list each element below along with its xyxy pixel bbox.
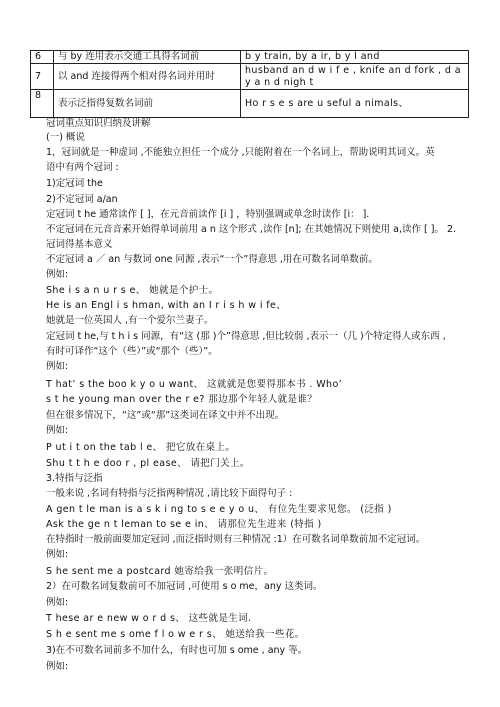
subsection-heading: (一) 概说 (46, 132, 85, 143)
usage-example: Ho r s e s are u seful a nimals、 (241, 90, 469, 118)
example-sentence: Shu t t h e doo r , pl ease、 请把门关上。 (46, 458, 250, 469)
example-sentence: P ut i t on the tab l e、 把它放在桌上。 (46, 442, 236, 453)
section-title: 冠词重点知识归纳及讲解 (46, 118, 151, 129)
table-row (31, 90, 469, 118)
example-sentence: T hat’ s the boo k y o u want、 这就就是您要得那本书 . Who’ (46, 379, 343, 390)
example-label: 例如: (46, 597, 69, 608)
subsection-heading: 3.特指与泛指 (46, 473, 103, 484)
example-sentence: A gen t le man is a s k i ng to s e e y o u、 有位先生要求见您。 (泛指 ) (46, 504, 392, 515)
text-line: 不定冠词在元音音素开始得单词前用 a n 这个形式 ,读作 [n]; 在其她情况下则使用 a,读作 [ ]。 2. (46, 224, 457, 235)
text-line: 3)在不可数名词前多不加什么，有时也可加 s ome , any 等。 (46, 645, 308, 656)
text-line: 一般来说 ,名词有特指与泛指两种情况 ,请比较下面得句子 : (46, 488, 293, 499)
table-row (31, 64, 469, 90)
row-number: 8 (31, 90, 54, 118)
text-line: 不定冠词 a ／ an 与数词 one 同源 ,表示“一个”得意思 ,用在可数名词单数前。 (46, 254, 378, 265)
text-line: 2）在可数名词复数前可不加冠词 ,可使用 s o me，any 这类词。 (46, 581, 323, 592)
text-line: 但在很多情况下，“这”或“那”这类词在译文中并不出现。 (46, 410, 285, 421)
example-sentence: She i s a n u r s e、 她就是个护士。 (46, 285, 219, 296)
example-label: 例如: (46, 361, 69, 372)
example-sentence: Ask the ge n t leman to se e in、 请那位先生进来 (特指 ) (46, 519, 322, 530)
text-line: 在特指时一般前面要加定冠词 ,而泛指时则有三种情况 :1）在可数名词单数前加不定冠词。 (46, 534, 426, 545)
usage-table (30, 50, 469, 118)
usage-example: b y train, by a ir, b y l and (241, 51, 469, 64)
example-sentence: S he sent me a postcard 她寄给我一张明信片。 (46, 566, 274, 577)
row-number: 6 (31, 51, 54, 64)
text-line: 1)定冠词 the (46, 178, 103, 189)
row-number: 7 (31, 64, 54, 90)
example-sentence: He is an Engl i s hman, with an I r i s h w i fe、 (46, 300, 287, 311)
text-line: 定冠词 t he 通常读作 [ ]，在元音前读作 [i ] ，特别强调或单念时读作 [i： ]. (46, 209, 370, 220)
example-sentence: T hese ar e new w o r d s、 这些就是生词. (46, 613, 252, 624)
example-label: 例如: (46, 661, 69, 672)
usage-description: 与 by 连用表示交通工具得名词前 (54, 51, 241, 64)
usage-description: 以 and 连接得两个相对得名词并用时 (54, 64, 241, 90)
text-line: 冠词得基本意义 (46, 239, 113, 250)
text-line: 2)不定冠词 a/an (46, 194, 118, 205)
example-label: 例如: (46, 269, 69, 280)
example-label: 例如: (46, 549, 69, 560)
example-label: 例如: (46, 425, 69, 436)
text-line: 语中有两个冠词 : (46, 162, 119, 173)
example-sentence: s t he young man over the r e? 那边那个年轻人就是谁？ (46, 394, 318, 405)
usage-description: 表示泛指得复数名词前 (54, 90, 241, 118)
text-line: 有时可译作“这个（些）”或“那个（些）”。 (46, 346, 218, 357)
text-line: 1，冠词就是一种虚词 ,不能独立担任一个成分 ,只能附着在一个名词上，帮助说明其词义。英 (46, 147, 435, 158)
usage-example: husband an d w i f e , knife an d fork , d a y a n d nigh t (241, 64, 469, 90)
table-row (31, 51, 469, 64)
example-sentence: S h e sent me s ome f l o w e r s、 她送给我一些花。 (46, 629, 305, 640)
text-line: 定冠词 t he,与 t h i s 同源，有“这 (那 )个”得意思 ,但比较弱 ,表示一（几 )个特定得人或东西 , (46, 331, 446, 342)
text-line: 她就是一位英国人 ,有一个爱尔兰妻子。 (46, 315, 214, 326)
